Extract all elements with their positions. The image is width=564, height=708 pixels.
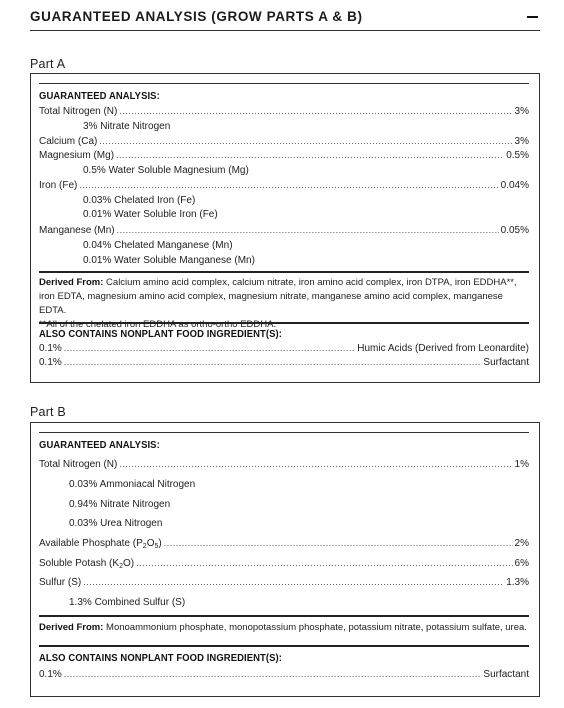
nutrient-row: Iron (Fe) ..... 0.04% [39,180,529,191]
part-b-label-box [30,422,540,697]
nonplant-row: 0.1% ..... Humic Acids (Derived from Leonardite) [39,343,529,354]
nutrient-subrow: 0.94% Nitrate Nitrogen [69,499,171,510]
nutrient-row: Manganese (Mn) ..... 0.05% [39,225,529,236]
divider [39,615,529,617]
nonplant-heading: ALSO CONTAINS NONPLANT FOOD INGREDIENT(S): [39,328,282,340]
nutrient-subrow: 0.03% Urea Nitrogen [69,518,163,529]
nonplant-heading: ALSO CONTAINS NONPLANT FOOD INGREDIENT(S): [39,652,282,664]
part-a-label-box [30,73,540,383]
divider [39,322,529,324]
nutrient-row: Calcium (Ca) ..... 3% [39,136,529,147]
nutrient-subrow: 0.01% Water Soluble Manganese (Mn) [83,255,255,266]
nutrient-subrow: 0.5% Water Soluble Magnesium (Mg) [83,165,249,176]
top-rule [39,83,529,84]
nutrient-row: Available Phosphate $(P_2O_5)$ ..... 2% [39,538,529,550]
section-header[interactable] [30,6,540,31]
nutrient-subrow: 1.3% Combined Sulfur (S) [69,597,186,608]
minus-icon[interactable] [526,6,540,26]
footnote: **All of the chelated iron EDDHA as ortho-ortho EDDHA. [39,319,277,330]
divider [39,645,529,647]
nutrient-subrow: 0.01% Water Soluble Iron (Fe) [83,209,218,220]
derived-from: Derived From: Calcium amino acid complex, calcium nitrate, iron amino acid complex, iron DTPA, iron EDDHA**, iron EDTA, magnesium amino acid complex, magnesium nitrate, manganese amino acid complex, manganese EDTA. **All of the chelated iron EDDHA as ortho-ortho EDDHA. [39,277,517,330]
nonplant-row: 0.1% ..... Surfactant [39,669,529,680]
guaranteed-analysis-heading: GUARANTEED ANALYSIS: [39,90,160,102]
nutrient-subrow: 0.04% Chelated Manganese (Mn) [83,240,233,251]
nutrient-subrow: 3% Nitrate Nitrogen [83,121,171,132]
nutrient-subrow: 0.03% Ammoniacal Nitrogen [69,479,196,490]
nutrient-row: Total Nitrogen (N) ..... 1% [39,459,529,470]
nutrient-row: Soluble Potash $(K_2O)$ ..... 6% [39,558,529,570]
part-a-label: Part A [30,57,66,71]
section-title: GUARANTEED ANALYSIS (GROW PARTS A & B) [30,9,363,24]
nutrient-row: Magnesium (Mg) ..... 0.5% [39,150,529,161]
nutrient-row: Sulfur (S) ..... 1.3% [39,577,529,588]
nutrient-subrow: 0.03% Chelated Iron (Fe) [83,195,196,206]
part-b-label: Part B [30,405,66,419]
top-rule [39,432,529,433]
nutrient-row: Total Nitrogen (N) ..... 3% [39,106,529,117]
guaranteed-analysis-heading: GUARANTEED ANALYSIS: [39,439,160,451]
nonplant-row: 0.1% ..... Surfactant [39,357,529,368]
divider [39,271,529,273]
derived-from: Derived From: Monoammonium phosphate, monopotassium phosphate, potassium nitrate, potassium sulfate, urea. [39,622,527,633]
